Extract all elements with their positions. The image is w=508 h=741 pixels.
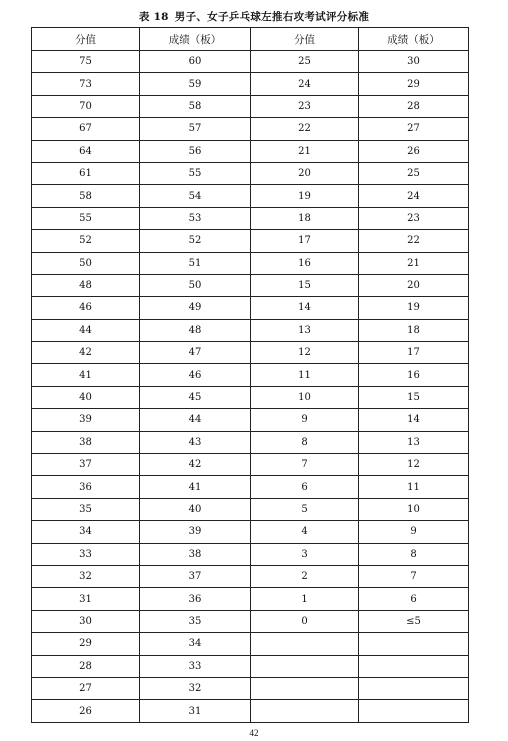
cell-score: 36 (32, 476, 140, 498)
cell-result: 25 (359, 162, 469, 184)
table-row (32, 521, 469, 543)
scoring-table (31, 27, 469, 723)
cell-score: 75 (32, 51, 140, 73)
cell-score: 48 (32, 274, 140, 296)
cell-result: 49 (140, 297, 251, 319)
cell-score: 11 (251, 364, 359, 386)
cell-result: 55 (140, 162, 251, 184)
cell-result: 48 (140, 319, 251, 341)
table-row (32, 498, 469, 520)
cell-score: 31 (32, 588, 140, 610)
table-row (32, 454, 469, 476)
cell-score (251, 677, 359, 699)
cell-score: 1 (251, 588, 359, 610)
cell-result: ≤5 (359, 610, 469, 632)
cell-result (359, 633, 469, 655)
table-row (32, 185, 469, 207)
column-header-result: 成绩（板） (359, 28, 469, 51)
table-number: 表 18 (138, 11, 169, 23)
cell-result: 58 (140, 95, 251, 117)
table-row (32, 252, 469, 274)
cell-score: 19 (251, 185, 359, 207)
cell-result: 22 (359, 230, 469, 252)
cell-result: 14 (359, 409, 469, 431)
cell-score: 17 (251, 230, 359, 252)
cell-score: 32 (32, 565, 140, 587)
cell-result: 12 (359, 454, 469, 476)
cell-score: 15 (251, 274, 359, 296)
cell-score: 5 (251, 498, 359, 520)
cell-score: 4 (251, 521, 359, 543)
cell-score: 61 (32, 162, 140, 184)
table-row (32, 297, 469, 319)
table-row (32, 610, 469, 632)
cell-score: 38 (32, 431, 140, 453)
cell-result: 16 (359, 364, 469, 386)
cell-score: 29 (32, 633, 140, 655)
column-header-score: 分值 (251, 28, 359, 51)
cell-result: 47 (140, 342, 251, 364)
cell-score: 30 (32, 610, 140, 632)
cell-score: 46 (32, 297, 140, 319)
cell-result: 39 (140, 521, 251, 543)
cell-result: 34 (140, 633, 251, 655)
table-header-row (32, 28, 469, 51)
cell-result: 32 (140, 677, 251, 699)
cell-score: 64 (32, 140, 140, 162)
cell-score: 14 (251, 297, 359, 319)
cell-result: 20 (359, 274, 469, 296)
cell-result: 45 (140, 386, 251, 408)
cell-result: 54 (140, 185, 251, 207)
table-title: 男子、女子乒乓球左推右攻考试评分标准 (174, 11, 370, 23)
cell-score: 0 (251, 610, 359, 632)
table-row (32, 386, 469, 408)
cell-result: 56 (140, 140, 251, 162)
cell-score: 10 (251, 386, 359, 408)
cell-result: 8 (359, 543, 469, 565)
table-row (32, 319, 469, 341)
cell-score: 13 (251, 319, 359, 341)
column-header-result: 成绩（板） (140, 28, 251, 51)
cell-score: 41 (32, 364, 140, 386)
cell-result: 18 (359, 319, 469, 341)
cell-result: 27 (359, 118, 469, 140)
column-header-score: 分值 (32, 28, 140, 51)
cell-result: 6 (359, 588, 469, 610)
cell-score: 22 (251, 118, 359, 140)
table-row (32, 207, 469, 229)
cell-result: 60 (140, 51, 251, 73)
cell-result: 30 (359, 51, 469, 73)
cell-score: 23 (251, 95, 359, 117)
table-row (32, 140, 469, 162)
cell-score: 2 (251, 565, 359, 587)
cell-result: 23 (359, 207, 469, 229)
table-row (32, 677, 469, 699)
table-row (32, 431, 469, 453)
cell-result: 41 (140, 476, 251, 498)
table-row (32, 565, 469, 587)
cell-score: 24 (251, 73, 359, 95)
cell-score: 50 (32, 252, 140, 274)
cell-score: 25 (251, 51, 359, 73)
table-row (32, 95, 469, 117)
cell-result: 28 (359, 95, 469, 117)
cell-result: 35 (140, 610, 251, 632)
page-number: 42 (249, 728, 259, 738)
cell-result: 33 (140, 655, 251, 677)
cell-score (251, 700, 359, 722)
table-row (32, 633, 469, 655)
cell-result: 24 (359, 185, 469, 207)
table-row (32, 51, 469, 73)
cell-result: 52 (140, 230, 251, 252)
cell-result: 43 (140, 431, 251, 453)
table-row (32, 274, 469, 296)
table-row (32, 162, 469, 184)
cell-score: 33 (32, 543, 140, 565)
cell-result: 37 (140, 565, 251, 587)
cell-result: 7 (359, 565, 469, 587)
cell-result: 31 (140, 700, 251, 722)
cell-score (251, 633, 359, 655)
cell-score: 27 (32, 677, 140, 699)
cell-score: 58 (32, 185, 140, 207)
table-row (32, 118, 469, 140)
table-row (32, 364, 469, 386)
cell-score: 7 (251, 454, 359, 476)
table-row (32, 342, 469, 364)
table-row (32, 588, 469, 610)
cell-score: 16 (251, 252, 359, 274)
cell-result: 11 (359, 476, 469, 498)
cell-score: 8 (251, 431, 359, 453)
cell-score: 12 (251, 342, 359, 364)
cell-result: 53 (140, 207, 251, 229)
cell-result: 42 (140, 454, 251, 476)
cell-result (359, 677, 469, 699)
cell-result: 10 (359, 498, 469, 520)
cell-result: 19 (359, 297, 469, 319)
cell-result: 38 (140, 543, 251, 565)
cell-score: 21 (251, 140, 359, 162)
cell-score: 37 (32, 454, 140, 476)
cell-score: 40 (32, 386, 140, 408)
cell-score: 34 (32, 521, 140, 543)
cell-result: 46 (140, 364, 251, 386)
cell-score: 70 (32, 95, 140, 117)
cell-score: 28 (32, 655, 140, 677)
cell-score: 35 (32, 498, 140, 520)
cell-result: 59 (140, 73, 251, 95)
cell-score: 9 (251, 409, 359, 431)
table-row (32, 700, 469, 722)
cell-score: 73 (32, 73, 140, 95)
cell-result: 44 (140, 409, 251, 431)
table-row (32, 73, 469, 95)
cell-score: 42 (32, 342, 140, 364)
cell-score: 67 (32, 118, 140, 140)
cell-score: 6 (251, 476, 359, 498)
table-row (32, 543, 469, 565)
cell-score: 20 (251, 162, 359, 184)
cell-score: 55 (32, 207, 140, 229)
table-row (32, 655, 469, 677)
table-row (32, 230, 469, 252)
cell-result (359, 700, 469, 722)
table-row (32, 409, 469, 431)
cell-result: 9 (359, 521, 469, 543)
cell-score: 44 (32, 319, 140, 341)
cell-result: 26 (359, 140, 469, 162)
cell-score (251, 655, 359, 677)
cell-result: 51 (140, 252, 251, 274)
cell-score: 52 (32, 230, 140, 252)
cell-score: 26 (32, 700, 140, 722)
cell-result: 21 (359, 252, 469, 274)
table-body (32, 51, 469, 723)
cell-result: 57 (140, 118, 251, 140)
cell-score: 18 (251, 207, 359, 229)
cell-score: 3 (251, 543, 359, 565)
cell-result: 40 (140, 498, 251, 520)
cell-result: 17 (359, 342, 469, 364)
cell-result: 36 (140, 588, 251, 610)
cell-score: 39 (32, 409, 140, 431)
cell-result: 15 (359, 386, 469, 408)
cell-result: 29 (359, 73, 469, 95)
cell-result: 50 (140, 274, 251, 296)
table-caption (0, 9, 508, 24)
cell-result (359, 655, 469, 677)
table-row (32, 476, 469, 498)
cell-result: 13 (359, 431, 469, 453)
